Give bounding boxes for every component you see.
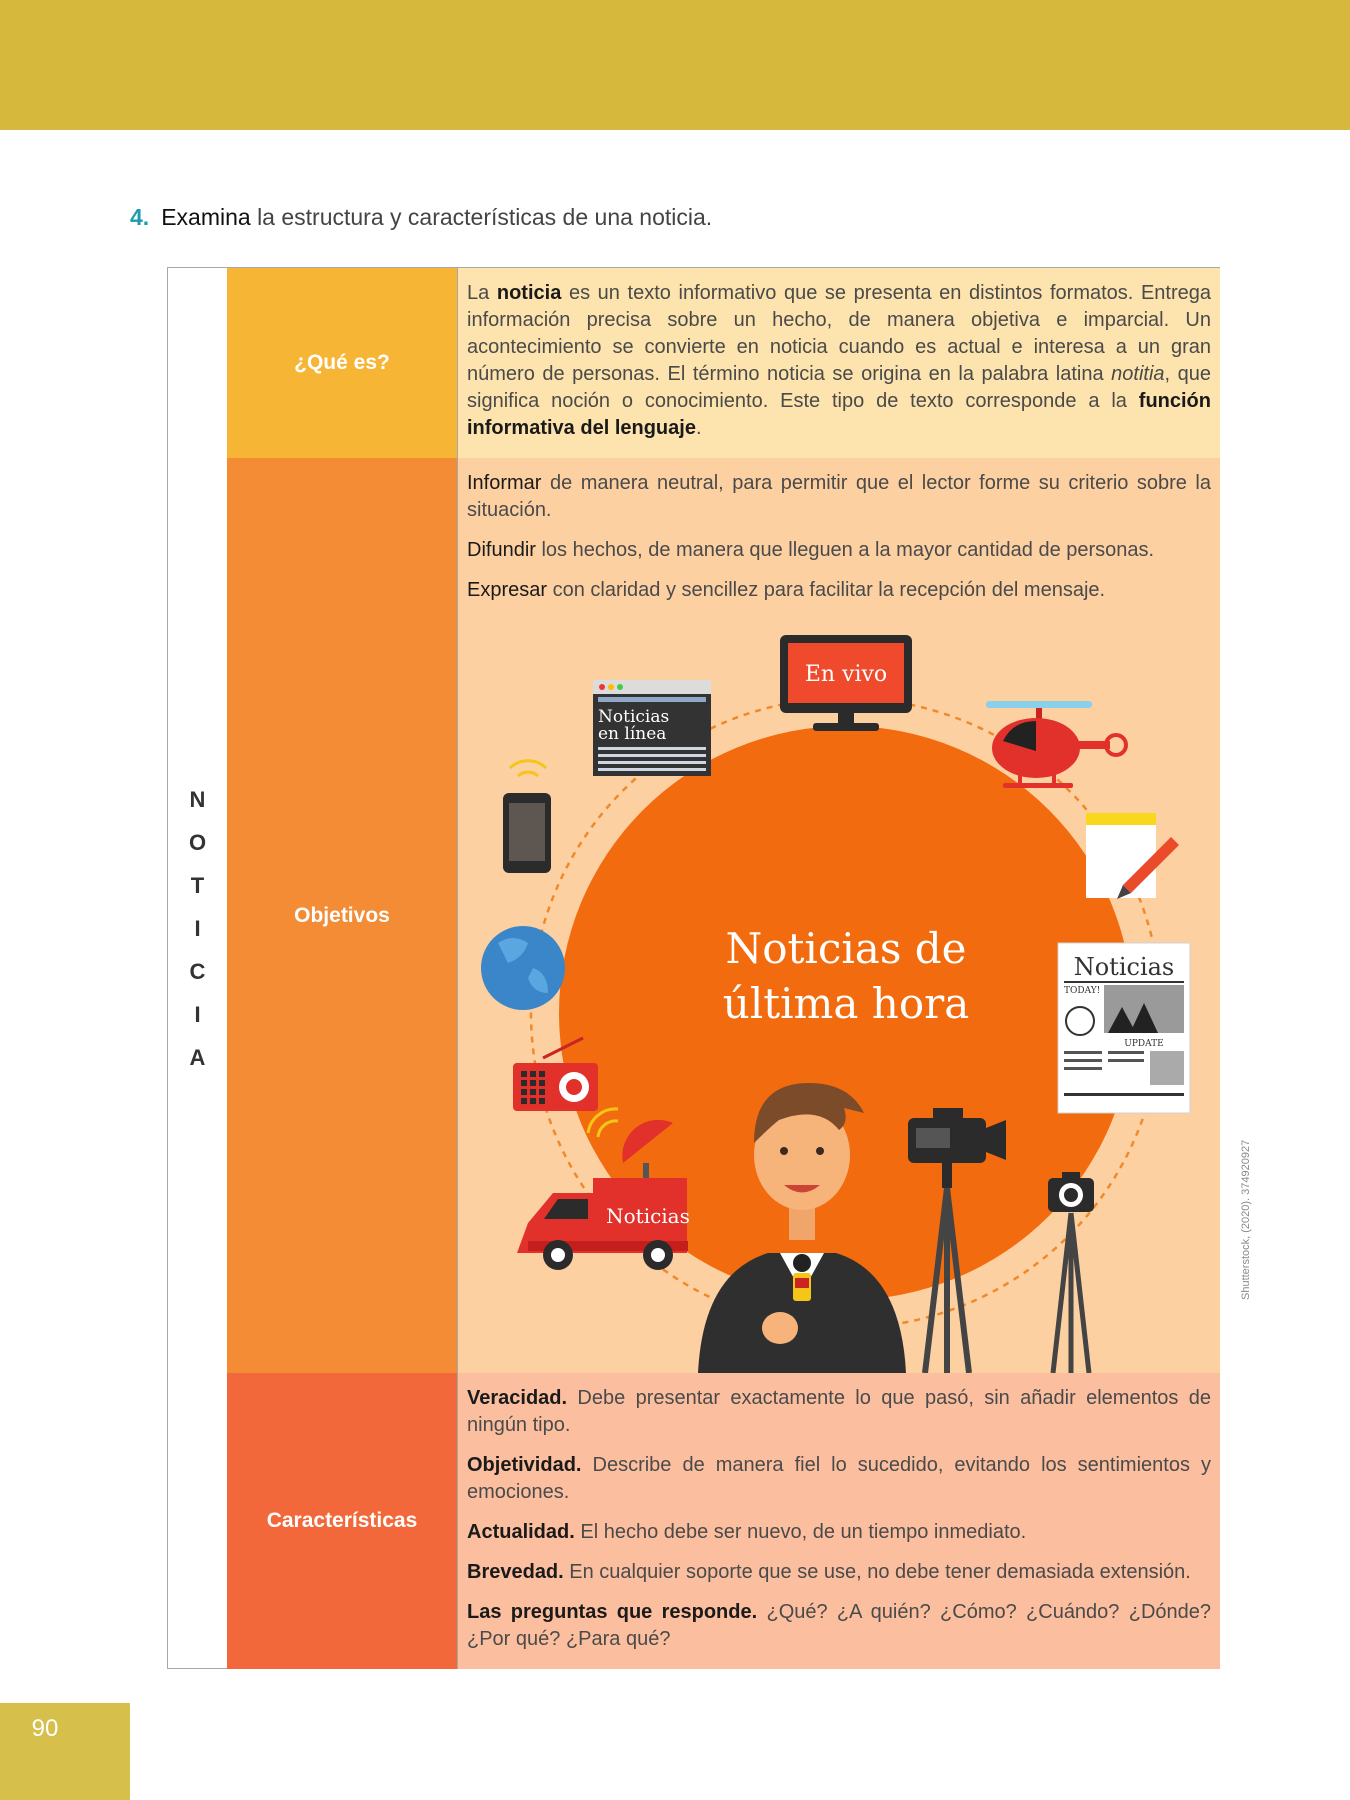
activity-instruction [130,204,712,231]
characteristic-item [467,1519,1211,1546]
characteristic-text: Debe presentar exactamente lo que pasó, sin añadir elementos de ningún tipo. [467,1387,1211,1436]
objective-item [467,470,1211,524]
row-content-que-es [458,268,1220,458]
row-label-que-es: ¿Qué es? [227,268,458,458]
side-letter: I [194,1002,201,1027]
news-website-icon [593,680,711,776]
objective-text: de manera neutral, para permitir que el lector forme su criterio sobre la situación. [467,472,1211,521]
news-van-icon [517,1178,690,1270]
characteristic-item [467,1385,1211,1439]
newspaper-icon [1058,943,1190,1113]
photo-camera-tripod-icon [1048,1172,1094,1373]
latin-word: notitia [1111,363,1165,385]
row-caracteristicas [227,1373,1220,1669]
website-title-line2: en línea [598,724,667,744]
noticia-table [167,267,1220,1669]
breaking-news-illustration [458,623,1220,1373]
objective-key: Informar [467,472,542,494]
newspaper-title: Noticias [1073,953,1175,981]
instruction-text: la estructura y características de una noticia. [257,204,713,230]
activity-number: 4. [130,204,150,230]
row-content-objetivos [458,458,1220,1373]
characteristic-item [467,1599,1211,1653]
center-title-line1: Noticias de [725,924,967,973]
row-content-caracteristicas [458,1373,1220,1669]
characteristic-item [467,1559,1211,1586]
side-letter: A [189,1045,206,1070]
image-credit: Shutterstock, (2020). 374920927 [1240,1139,1252,1300]
side-letter: T [190,873,205,898]
characteristic-key: Veracidad. [467,1387,568,1409]
objective-item [467,537,1211,564]
side-letter: O [188,830,207,855]
characteristic-key: Actualidad. [467,1521,575,1543]
characteristic-text: El hecho debe ser nuevo, de un tiempo inmediato. [574,1521,1027,1543]
side-letter: N [189,787,206,812]
text-run: . [695,417,702,439]
text-run: La [467,282,497,304]
tv-icon [780,635,912,731]
row-objetivos [227,458,1220,1374]
row-label-objetivos: Objetivos [227,458,458,1373]
characteristic-text: En cualquier soporte que se use, no debe tener demasiada extensión. [563,1561,1191,1583]
side-column [168,268,228,1668]
characteristic-item [467,1452,1211,1506]
side-letter: I [194,916,201,941]
characteristic-key: Objetividad. [467,1454,582,1476]
instruction-verb: Examina [161,204,251,230]
van-label: Noticias [606,1204,690,1228]
text-run: , que significa noción o conocimiento. Este tipo de texto corresponde a la [467,363,1211,412]
page-number: 90 [31,1715,59,1742]
side-word-noticia [168,778,227,1079]
website-title-line1: Noticias [598,707,670,727]
text-run: es un texto informativo que se presenta en distintos formatos. Entrega información precisa sobre un hecho, de manera objetiva e imparcial. Un acontecimiento se convierte en noticia cuando es actual e interesa a un gran número de personas. El término noticia se origina en la palabra latina [467,282,1211,385]
row-label-caracteristicas: Características [227,1373,458,1669]
characteristic-text: Describe de manera fiel lo sucedido, evitando los sentimientos y emociones. [467,1454,1211,1503]
center-title-line2: última hora [722,979,970,1028]
side-letter: C [189,959,206,984]
characteristic-text: ¿Qué? ¿A quién? ¿Cómo? ¿Cuándo? ¿Dónde? ¿Por qué? ¿Para qué? [467,1601,1212,1650]
objective-text: con claridad y sencillez para facilitar la recepción del mensaje. [547,579,1106,601]
smartphone-icon [503,761,551,873]
helicopter-icon [986,701,1126,788]
newspaper-update: UPDATE [1124,1039,1164,1049]
top-color-band [0,0,1350,130]
notepad-pencil-icon [1086,813,1179,899]
newspaper-today: TODAY! [1064,986,1101,996]
objective-key: Difundir [467,539,536,561]
definition-paragraph [467,280,1211,442]
keyword-noticia: noticia [496,282,562,304]
objective-key: Expresar [467,579,548,601]
keyword-funcion: función informativa del lenguaje [467,390,1211,439]
row-que-es [227,268,1220,459]
characteristic-key: Las preguntas que responde. [467,1601,758,1623]
objective-text: los hechos, de manera que lleguen a la mayor cantidad de personas. [535,539,1155,561]
page-number-box [0,1703,130,1800]
characteristic-key: Brevedad. [467,1561,564,1583]
tv-label: En vivo [804,662,888,687]
objective-item [467,577,1211,604]
globe-icon [481,926,565,1010]
